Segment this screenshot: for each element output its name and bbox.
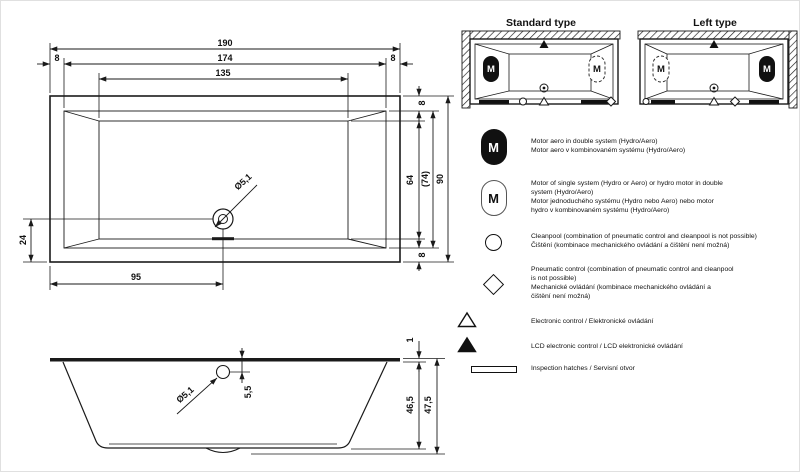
plan-dimension-lines <box>31 49 448 284</box>
motor-letter: M <box>488 139 499 155</box>
motor-aero-double-icon <box>481 129 507 165</box>
dim-rim-bottom-label: 8 <box>417 252 427 258</box>
drain-bump <box>206 448 240 453</box>
rim-edge <box>50 358 400 362</box>
dim-drain-from-left-label: 95 <box>130 272 142 282</box>
motor-letter: M <box>763 64 771 75</box>
pneumatic-control-icon <box>483 273 504 294</box>
dim-inner-length-label: 174 <box>217 53 233 63</box>
left-type-title: Left type <box>693 17 737 29</box>
wall-hatch-left <box>462 31 470 108</box>
inspection-hatches-icon <box>581 100 609 104</box>
wall-hatch-top <box>638 31 797 39</box>
motor-single-icon <box>481 180 507 216</box>
motor-letter: M <box>657 64 665 75</box>
legend-text: Motor of single system (Hydro or Aero) or hydro motor in double system (Hydro/Aero) Motor jednoduchého systému (Hydro nebo Aero) nebo motor hydro v kombinovaném systému (Hydro/Aero) <box>531 180 723 214</box>
legend-item-motor-single <box>456 176 796 220</box>
drain-leader-line <box>215 185 257 227</box>
plan-extension-lines <box>23 43 454 290</box>
tub-rim-rect <box>64 111 386 248</box>
plan-drain-diameter-label: Ø5,1 <box>232 171 254 193</box>
tub-corner-chamfers <box>64 111 386 248</box>
legend-item-motor-aero-double <box>456 128 796 166</box>
tub-profile <box>63 362 387 448</box>
dim-rim-top-label: 8 <box>417 100 427 106</box>
dim-total-width-label: 90 <box>435 173 445 185</box>
legend-text: Inspection hatches / Servisní otvor <box>531 364 635 372</box>
legend-text: Motor aero in double system (Hydro/Aero) Motor aero v kombinovaném systému (Hydro/Aero) <box>531 138 686 154</box>
plan-dimension-labels <box>18 38 445 282</box>
dim-floor-length-label: 135 <box>215 68 231 78</box>
inspection-hatches-icon <box>651 100 675 104</box>
electronic-control-icon <box>456 311 478 329</box>
dim-drain-from-bottom-label: 24 <box>18 234 28 246</box>
tub-floor-rect <box>99 121 348 239</box>
dim-inner-width-label: (74) <box>420 170 430 188</box>
wall-hatch-top <box>462 31 620 39</box>
inspection-hatches-icon <box>479 100 509 104</box>
side-drain-diameter-label: Ø5,1 <box>174 384 196 405</box>
motor-letter: M <box>593 64 601 75</box>
legend-text: LCD electronic control / LCD elektronické ovládání <box>531 342 683 350</box>
cleanpool-icon <box>520 98 527 105</box>
wall-hatch-right <box>789 31 797 108</box>
dim-floor-width-label: 64 <box>405 174 415 186</box>
dim-inner-depth-label: 46,5 <box>405 396 415 414</box>
legend-text: Pneumatic control (combination of pneumatic control and cleanpool is not possible) Mechanické ovládání (kombinace mechanického ovládání a čištění není možná) <box>531 266 734 300</box>
motor-letter: M <box>488 190 499 206</box>
inspection-hatches-icon <box>471 366 517 373</box>
legend-text: Cleanpool (combination of pneumatic control and cleanpool is not possible) Čištění (kombinace mechanického ovládání a čištění není možná) <box>531 233 757 249</box>
dim-rim-left-label: 8 <box>54 53 60 63</box>
legend-item-pneumatic-control <box>456 263 796 305</box>
side-drain-icon <box>217 366 230 379</box>
dim-total-depth-label: 47,5 <box>423 396 433 414</box>
cleanpool-icon <box>643 99 649 105</box>
motor-letter: M <box>487 64 495 75</box>
side-dimension-labels <box>174 337 433 413</box>
dim-drain-depth-label: 5,5 <box>243 385 253 399</box>
legend-item-cleanpool <box>456 229 796 255</box>
legend-item-lcd-electronic-control <box>456 336 796 358</box>
standard-type-title: Standard type <box>505 17 577 29</box>
dim-rim-right-label: 8 <box>390 53 396 63</box>
legend-item-inspection-hatches <box>456 359 796 379</box>
inspection-hatches-icon <box>749 100 779 104</box>
lcd-electronic-control-icon <box>456 336 478 354</box>
legend-text: Electronic control / Elektronické ovládání <box>531 317 654 325</box>
dim-rim-thickness-label: 1 <box>405 337 415 343</box>
plan-view <box>23 43 454 290</box>
legend-item-electronic-control <box>456 311 796 333</box>
cleanpool-icon <box>485 234 502 251</box>
dim-total-length-label: 190 <box>217 38 233 48</box>
